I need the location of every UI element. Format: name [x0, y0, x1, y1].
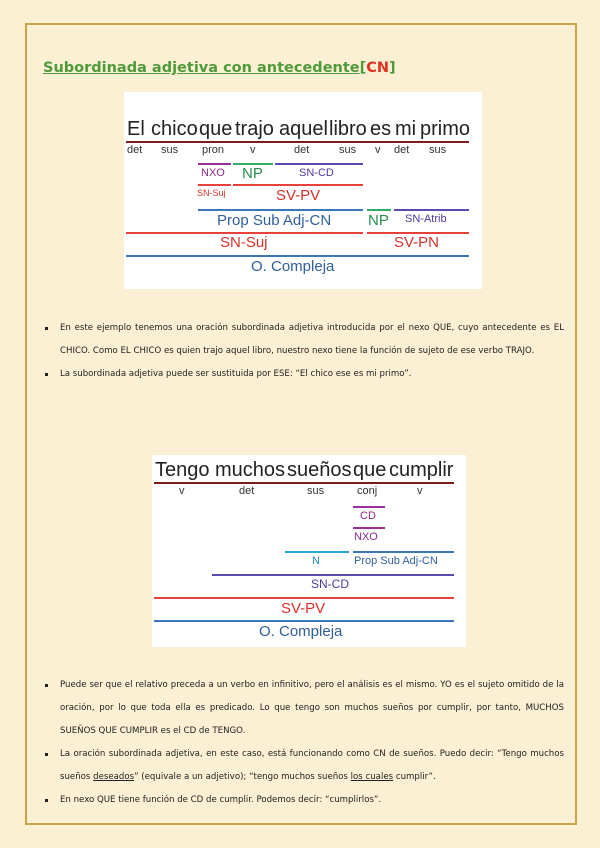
syntax-diagram-1 [124, 92, 482, 289]
word-label: v [250, 144, 256, 156]
word: sueños [287, 459, 352, 481]
word: que [199, 118, 233, 140]
word: mi [395, 118, 417, 140]
snsuj-label: SN-Suj [220, 234, 268, 251]
n-line [285, 551, 349, 553]
prop-line [198, 209, 363, 211]
word: que [353, 459, 387, 481]
cd-label: CD [360, 510, 376, 522]
nxo-label: NXO [354, 531, 378, 543]
n-label: N [312, 555, 320, 567]
word-underline [154, 482, 454, 484]
list-item [42, 743, 564, 789]
list-item: La subordinada adjetiva puede ser sustituida por ESE: “El chico ese es mi primo”. [42, 363, 564, 386]
ocompleja-line [126, 255, 469, 257]
word-label: sus [339, 144, 357, 156]
syntax-diagram-2 [152, 455, 466, 647]
word: Tengo [155, 459, 210, 481]
notes-list-1 [42, 317, 564, 386]
cd-line [353, 506, 385, 508]
word-label: sus [429, 144, 447, 156]
ocompleja-label: O. Compleja [259, 623, 343, 640]
list-item-text: cumplir”. [393, 772, 436, 782]
word-label: det [394, 144, 410, 156]
sncd-line [275, 163, 363, 165]
underlined-word: deseados [93, 772, 135, 782]
snatrib-line [394, 209, 469, 211]
prop-label: Prop Sub Adj-CN [354, 555, 438, 567]
word: cumplir [389, 459, 454, 481]
word-label: conj [357, 485, 378, 497]
svpv-line [233, 184, 363, 186]
word-underline [126, 141, 469, 143]
word-label: v [179, 485, 185, 497]
word: muchos [215, 459, 286, 481]
sncd-line [212, 574, 454, 576]
word-label: v [375, 144, 381, 156]
word: aquel [279, 118, 328, 140]
heading-bracket-open: [ [359, 60, 367, 76]
list-item: En nexo QUE tiene función de CD de cumplir. Podemos decir: “cumplirlos”. [42, 789, 564, 812]
snatrib-label: SN-Atrib [405, 213, 447, 225]
word-label: pron [202, 144, 225, 156]
heading-bracket-close: ] [389, 60, 396, 76]
svpn-label: SV-PN [394, 234, 440, 251]
np2-line [367, 209, 391, 211]
ocompleja-label: O. Compleja [251, 258, 335, 275]
snsuj-small-label: SN-Suj [197, 188, 226, 198]
word: es [370, 118, 392, 140]
word-label: v [417, 485, 423, 497]
section-heading [43, 60, 396, 76]
word-label: det [239, 485, 255, 497]
list-item-text: ” (equivale a un adjetivo); “tengo muchos sueños [134, 772, 351, 782]
notes-list-2 [42, 674, 564, 812]
np2-label: NP [368, 212, 389, 229]
prop-line [353, 551, 454, 553]
snsuj-small-line [198, 184, 231, 186]
svpv-label: SV-PV [281, 600, 326, 617]
list-item: En este ejemplo tenemos una oración subordinada adjetiva introducida por el nexo QUE, cuyo antecedente es EL CHICO. Como EL CHICO es quien trajo aquel libro, nuestro nexo tiene la función de sujeto de ese verbo TRAJO. [42, 317, 564, 363]
nxo-label: NXO [201, 167, 225, 179]
sncd-label: SN-CD [299, 167, 334, 179]
word: trajo [235, 118, 274, 140]
svpv-label: SV-PV [276, 187, 321, 204]
heading-tag: CN [366, 60, 390, 76]
word-label: det [294, 144, 310, 156]
svpv-line [154, 597, 454, 599]
ocompleja-line [154, 620, 454, 622]
nxo-line [353, 527, 385, 529]
heading-text: Subordinada adjetiva con antecedente [43, 60, 360, 76]
word: primo [420, 118, 471, 140]
word: chico [151, 118, 198, 140]
word-label: sus [307, 485, 325, 497]
list-item-text: La oración subordinada adjetiva, en este caso, está funcionando como CN de sueños. Puedo decir: “Tengo muchos sueños [60, 749, 564, 782]
sncd-label: SN-CD [311, 577, 349, 591]
word-label: det [127, 144, 143, 156]
list-item: Puede ser que el relativo preceda a un verbo en infinitivo, pero el análisis es el mismo. YO es el sujeto omitido de la oración, por lo que toda ella es predicado. Lo que tengo son muchos sueños por cumplir, por tanto, MUCHOS SUEÑOS QUE CUMPLIR es el CD de TENGO. [42, 674, 564, 743]
prop-label: Prop Sub Adj-CN [217, 212, 332, 229]
word: libro [329, 118, 367, 140]
underlined-word: los cuales [350, 772, 394, 782]
np-label: NP [242, 165, 263, 182]
word-label: sus [161, 144, 179, 156]
nxo-line [198, 163, 231, 165]
word: El [127, 118, 145, 140]
